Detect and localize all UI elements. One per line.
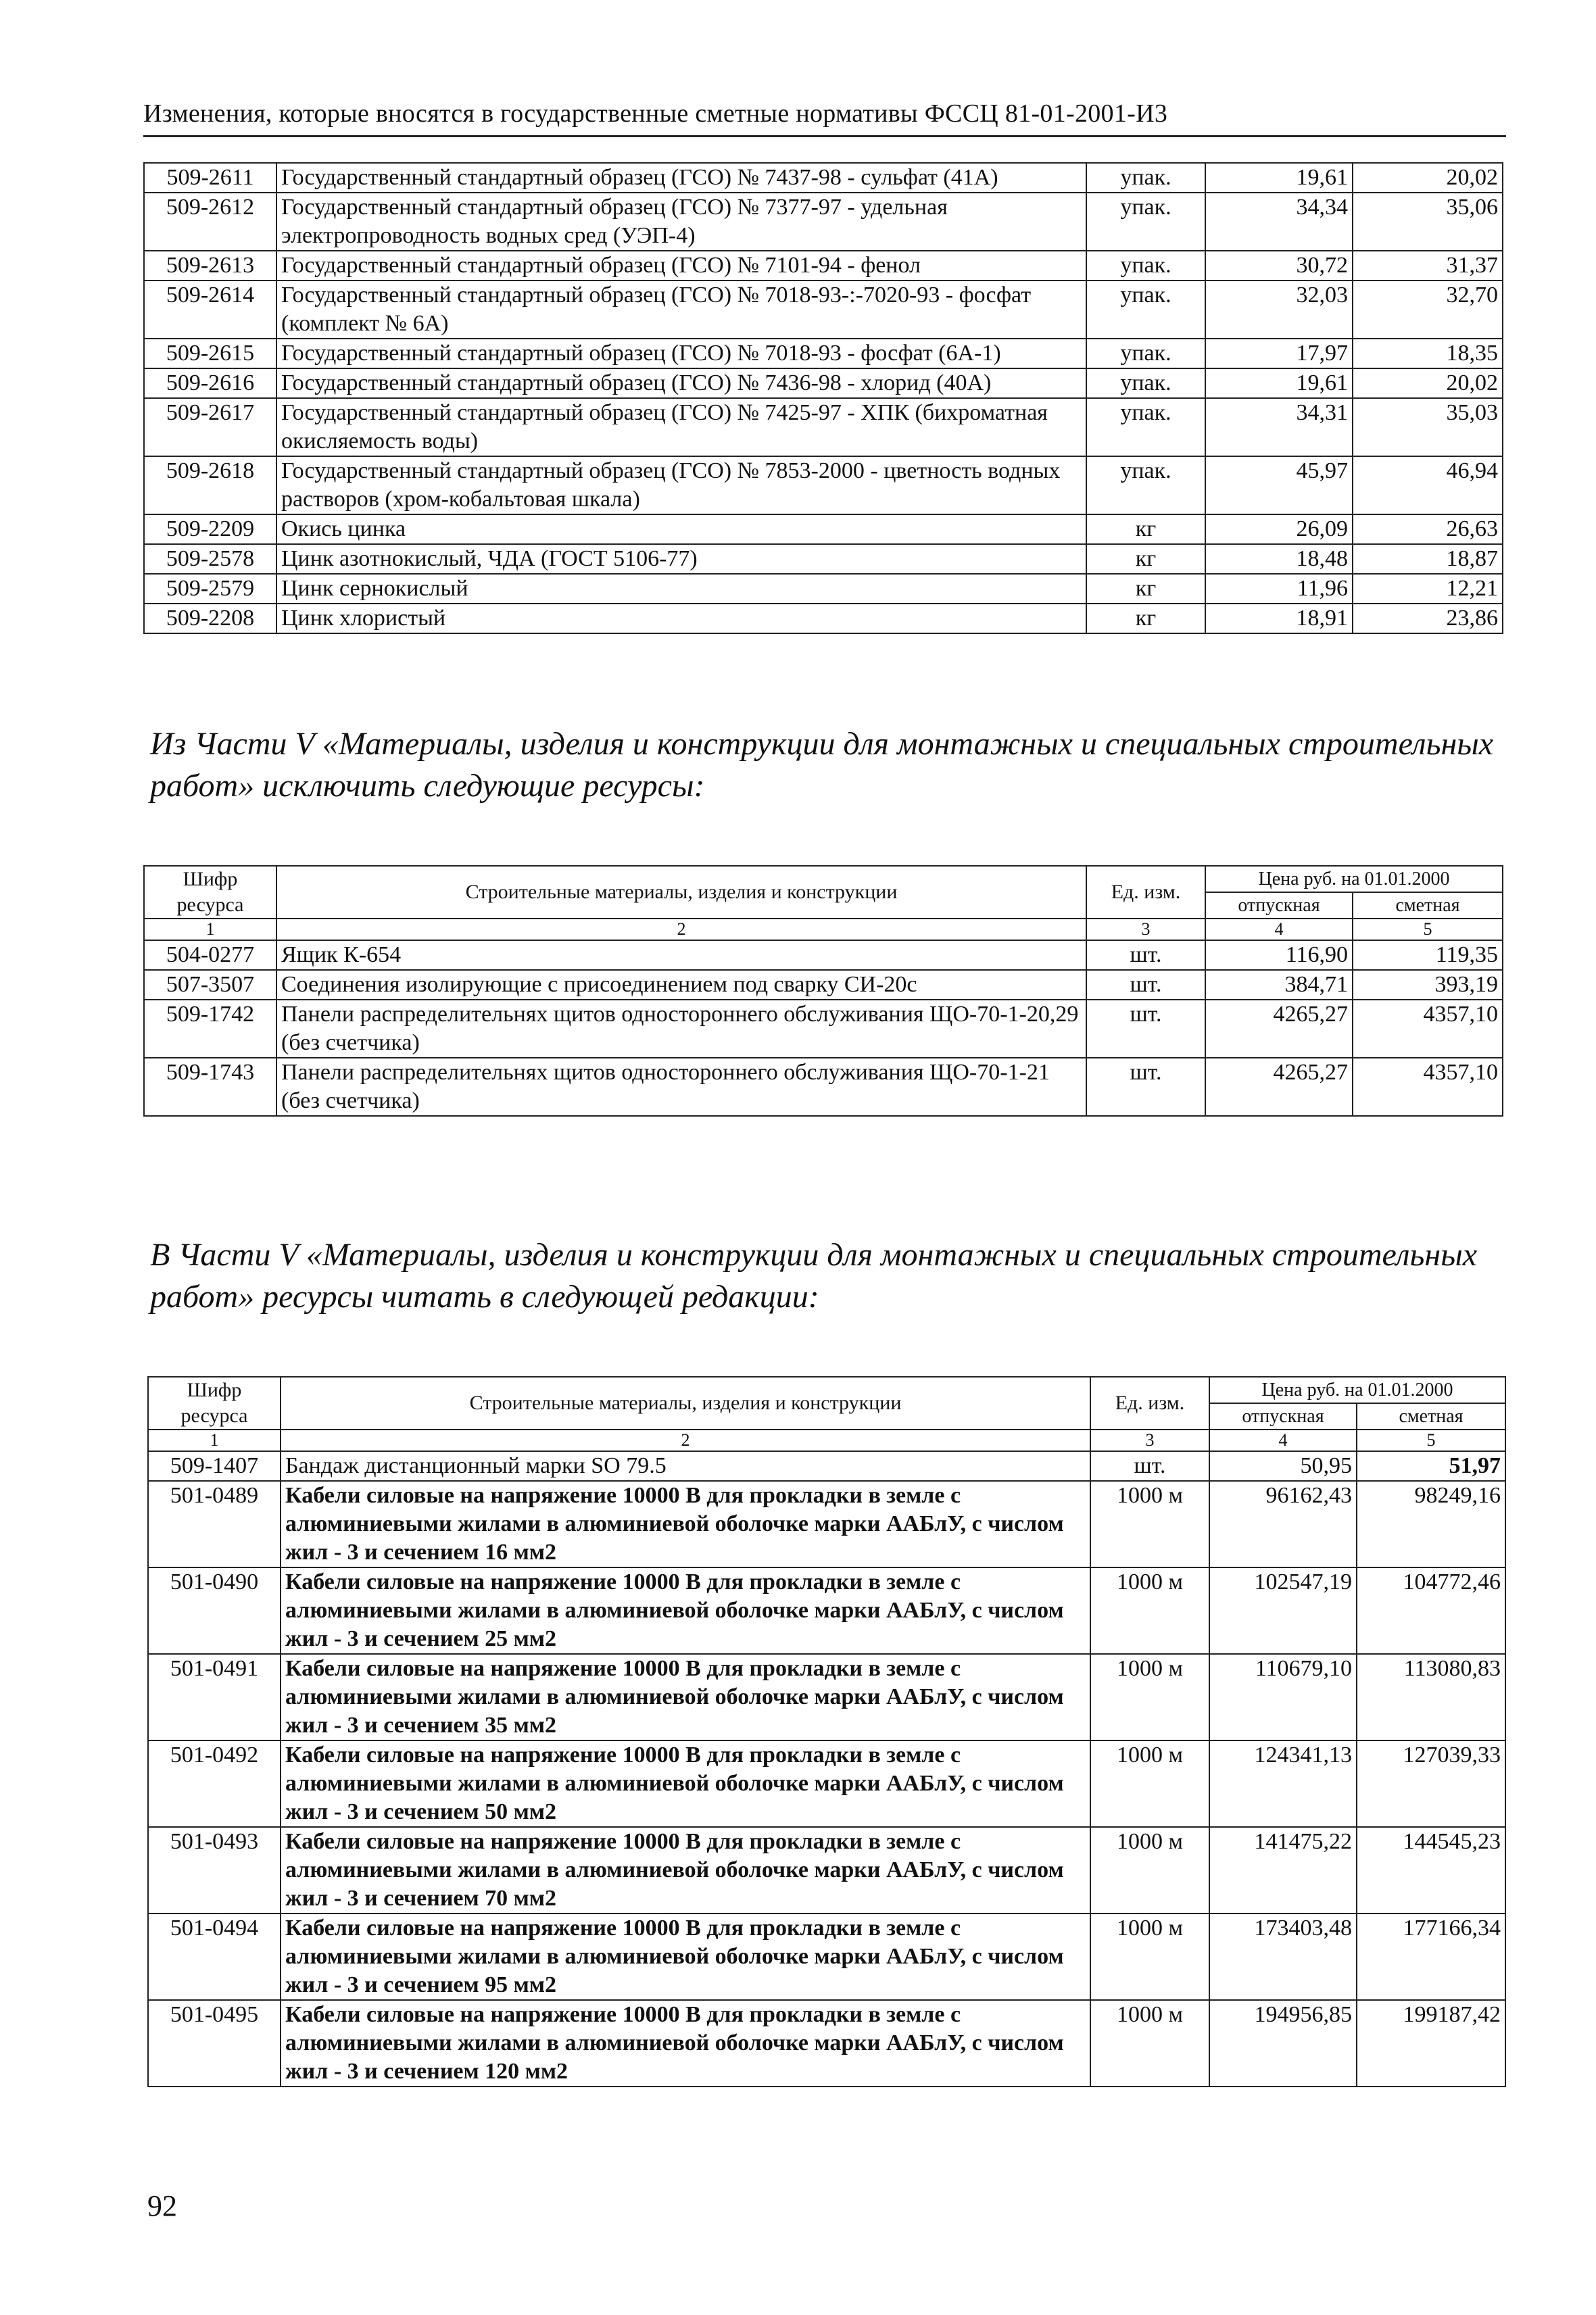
resource-code: 509-2617 (144, 398, 276, 456)
table-row (144, 339, 1503, 368)
col-index: 4 (1205, 919, 1353, 940)
resource-code: 509-1742 (144, 1000, 276, 1058)
price-estimate: 32,70 (1353, 281, 1503, 339)
resource-code: 501-0491 (148, 1654, 281, 1740)
resources-table-1 (143, 162, 1503, 634)
col-index: 3 (1090, 1430, 1209, 1451)
price-estimate: 4357,10 (1353, 1000, 1503, 1058)
price-wholesale: 50,95 (1209, 1451, 1357, 1481)
table-row (144, 1058, 1503, 1116)
resource-code: 509-1407 (148, 1451, 281, 1481)
resource-name: Ящик К-654 (276, 940, 1086, 970)
price-estimate: 18,35 (1353, 339, 1503, 368)
col-price1-header: отпускная (1209, 1403, 1357, 1430)
price-estimate: 31,37 (1353, 251, 1503, 281)
price-wholesale: 4265,27 (1205, 1058, 1353, 1116)
table-row (148, 1654, 1505, 1740)
price-estimate: 393,19 (1353, 970, 1503, 1000)
resource-unit: шт. (1090, 1451, 1209, 1481)
resource-code: 501-0494 (148, 1914, 281, 2000)
col-price1-header: отпускная (1205, 892, 1353, 919)
resource-code: 507-3507 (144, 970, 276, 1000)
resource-unit: упак. (1086, 251, 1205, 281)
resource-name: Государственный стандартный образец (ГСО) № 7018-93-:-7020-93 - фосфат (комплект № 6А) (276, 281, 1086, 339)
table-row (148, 1740, 1505, 1827)
price-estimate: 4357,10 (1353, 1058, 1503, 1116)
price-estimate: 26,63 (1353, 514, 1503, 544)
resource-name: Панели распределительнях щитов одностороннего обслуживания ЩО-70-1-20,29 (без счетчика) (276, 1000, 1086, 1058)
resource-code: 509-2209 (144, 514, 276, 544)
table-row (148, 1481, 1505, 1567)
price-wholesale: 4265,27 (1205, 1000, 1353, 1058)
col-name-header: Строительные материалы, изделия и конструкции (276, 866, 1086, 919)
resource-unit: кг (1086, 544, 1205, 574)
table-row (148, 1914, 1505, 2000)
table-row (144, 281, 1503, 339)
resource-unit: упак. (1086, 163, 1205, 193)
price-wholesale: 18,91 (1205, 604, 1353, 633)
resource-name: Окись цинка (276, 514, 1086, 544)
resource-name: Панели распределительнях щитов одностороннего обслуживания ЩО-70-1-21 (без счетчика) (276, 1058, 1086, 1116)
resource-code: 504-0277 (144, 940, 276, 970)
resources-table-2 (143, 865, 1503, 1117)
section-title-revise: В Части V «Материалы, изделия и конструкции для монтажных и специальных строительных работ» ресурсы читать в следующей редакции: (150, 1237, 1478, 1315)
resource-unit: шт. (1086, 1000, 1205, 1058)
table-row (148, 2000, 1505, 2087)
resources-table-1-body (144, 163, 1503, 633)
col-name-header: Строительные материалы, изделия и конструкции (281, 1377, 1090, 1430)
resource-code: 509-1743 (144, 1058, 276, 1116)
resource-unit: упак. (1086, 193, 1205, 251)
col-price-header: Цена руб. на 01.01.2000 (1205, 866, 1503, 892)
table-3-header (148, 1377, 1505, 1451)
col-unit-header: Ед. изм. (1086, 866, 1205, 919)
col-price2-header: сметная (1357, 1403, 1505, 1430)
price-estimate: 18,87 (1353, 544, 1503, 574)
resource-name: Кабели силовые на напряжение 10000 В для прокладки в земле с алюминиевыми жилами в алюминиевой оболочке марки ААБлУ, с числом жил - 3 и сечением 50 мм2 (281, 1740, 1090, 1827)
resource-unit: шт. (1086, 970, 1205, 1000)
resource-unit: 1000 м (1090, 2000, 1209, 2087)
resource-code: 509-2618 (144, 456, 276, 514)
resource-code: 501-0490 (148, 1567, 281, 1654)
resource-name: Государственный стандартный образец (ГСО) № 7425-97 - ХПК (бихроматная окисляемость воды) (276, 398, 1086, 456)
resource-name: Кабели силовые на напряжение 10000 В для прокладки в земле с алюминиевыми жилами в алюминиевой оболочке марки ААБлУ, с числом жил - 3 и сечением 120 мм2 (281, 2000, 1090, 2087)
resource-unit: шт. (1086, 1058, 1205, 1116)
resource-code: 501-0493 (148, 1827, 281, 1914)
running-header: Изменения, которые вносятся в государственные сметные нормативы ФССЦ 81-01-2001-И3 (143, 99, 1506, 137)
col-price2-header: сметная (1353, 892, 1503, 919)
price-wholesale: 32,03 (1205, 281, 1353, 339)
price-wholesale: 30,72 (1205, 251, 1353, 281)
section-title-exclude: Из Части V «Материалы, изделия и конструкции для монтажных и специальных строительных работ» исключить следующие ресурсы: (150, 726, 1494, 804)
resource-name: Государственный стандартный образец (ГСО) № 7437-98 - сульфат (41А) (276, 163, 1086, 193)
resource-name: Кабели силовые на напряжение 10000 В для прокладки в земле с алюминиевыми жилами в алюминиевой оболочке марки ААБлУ, с числом жил - 3 и сечением 16 мм2 (281, 1481, 1090, 1567)
price-estimate: 35,03 (1353, 398, 1503, 456)
price-estimate: 113080,83 (1357, 1654, 1505, 1740)
col-index: 1 (144, 919, 276, 940)
resource-unit: кг (1086, 514, 1205, 544)
table-row (148, 1827, 1505, 1914)
resources-table-3 (147, 1376, 1506, 2087)
resource-code: 501-0492 (148, 1740, 281, 1827)
resource-unit: упак. (1086, 398, 1205, 456)
price-estimate: 144545,23 (1357, 1827, 1505, 1914)
price-wholesale: 19,61 (1205, 163, 1353, 193)
price-wholesale: 173403,48 (1209, 1914, 1357, 2000)
price-estimate: 35,06 (1353, 193, 1503, 251)
price-wholesale: 11,96 (1205, 574, 1353, 604)
price-wholesale: 19,61 (1205, 368, 1353, 398)
resource-unit: кг (1086, 574, 1205, 604)
price-wholesale: 18,48 (1205, 544, 1353, 574)
price-estimate: 199187,42 (1357, 2000, 1505, 2087)
resource-name: Государственный стандартный образец (ГСО) № 7377-97 - удельная электропроводность водных сред (УЭП-4) (276, 193, 1086, 251)
price-estimate: 46,94 (1353, 456, 1503, 514)
table-row (144, 1000, 1503, 1058)
col-index: 2 (281, 1430, 1090, 1451)
resource-code: 509-2578 (144, 544, 276, 574)
col-index: 5 (1357, 1430, 1505, 1451)
resource-unit: 1000 м (1090, 1481, 1209, 1567)
price-estimate: 23,86 (1353, 604, 1503, 633)
table-row (144, 193, 1503, 251)
price-estimate: 177166,34 (1357, 1914, 1505, 2000)
resource-name: Бандаж дистанционный марки SO 79.5 (281, 1451, 1090, 1481)
col-index: 2 (276, 919, 1086, 940)
price-estimate: 104772,46 (1357, 1567, 1505, 1654)
price-wholesale: 384,71 (1205, 970, 1353, 1000)
table-row (144, 398, 1503, 456)
resource-code: 501-0495 (148, 2000, 281, 2087)
col-index: 1 (148, 1430, 281, 1451)
table-row (144, 514, 1503, 544)
col-index: 4 (1209, 1430, 1357, 1451)
col-code-header: Шифр ресурса (144, 866, 276, 919)
table-row (148, 1567, 1505, 1654)
resource-code: 501-0489 (148, 1481, 281, 1567)
price-wholesale: 110679,10 (1209, 1654, 1357, 1740)
resource-name: Цинк азотнокислый, ЧДА (ГОСТ 5106-77) (276, 544, 1086, 574)
resource-unit: упак. (1086, 456, 1205, 514)
resource-name: Кабели силовые на напряжение 10000 В для прокладки в земле с алюминиевыми жилами в алюминиевой оболочке марки ААБлУ, с числом жил - 3 и сечением 35 мм2 (281, 1654, 1090, 1740)
resource-unit: 1000 м (1090, 1567, 1209, 1654)
price-estimate: 119,35 (1353, 940, 1503, 970)
table-row (148, 1451, 1505, 1481)
col-unit-header: Ед. изм. (1090, 1377, 1209, 1430)
resource-code: 509-2208 (144, 604, 276, 633)
resource-name: Соединения изолирующие с присоединением под сварку СИ-20с (276, 970, 1086, 1000)
price-estimate: 98249,16 (1357, 1481, 1505, 1567)
col-index: 3 (1086, 919, 1205, 940)
col-code-header: Шифр ресурса (148, 1377, 281, 1430)
table-row (144, 368, 1503, 398)
resource-code: 509-2579 (144, 574, 276, 604)
resource-name: Государственный стандартный образец (ГСО) № 7018-93 - фосфат (6А-1) (276, 339, 1086, 368)
price-estimate: 51,97 (1357, 1451, 1505, 1481)
resource-name: Кабели силовые на напряжение 10000 В для прокладки в земле с алюминиевыми жилами в алюминиевой оболочке марки ААБлУ, с числом жил - 3 и сечением 25 мм2 (281, 1567, 1090, 1654)
price-estimate: 127039,33 (1357, 1740, 1505, 1827)
resource-name: Цинк хлористый (276, 604, 1086, 633)
resource-code: 509-2612 (144, 193, 276, 251)
table-2-header (144, 866, 1503, 940)
price-wholesale: 102547,19 (1209, 1567, 1357, 1654)
table-row (144, 970, 1503, 1000)
resource-unit: 1000 м (1090, 1740, 1209, 1827)
price-estimate: 20,02 (1353, 368, 1503, 398)
price-estimate: 12,21 (1353, 574, 1503, 604)
table-row (144, 456, 1503, 514)
price-wholesale: 116,90 (1205, 940, 1353, 970)
resource-unit: 1000 м (1090, 1914, 1209, 2000)
resources-table-3-body (148, 1451, 1505, 2087)
resource-name: Цинк сернокислый (276, 574, 1086, 604)
resource-unit: 1000 м (1090, 1654, 1209, 1740)
resource-unit: упак. (1086, 368, 1205, 398)
resource-name: Кабели силовые на напряжение 10000 В для прокладки в земле с алюминиевыми жилами в алюминиевой оболочке марки ААБлУ, с числом жил - 3 и сечением 95 мм2 (281, 1914, 1090, 2000)
resource-unit: шт. (1086, 940, 1205, 970)
table-row (144, 251, 1503, 281)
price-wholesale: 124341,13 (1209, 1740, 1357, 1827)
page-number: 92 (147, 2189, 177, 2222)
table-row (144, 544, 1503, 574)
resource-name: Государственный стандартный образец (ГСО) № 7436-98 - хлорид (40А) (276, 368, 1086, 398)
col-price-header: Цена руб. на 01.01.2000 (1209, 1377, 1505, 1403)
price-wholesale: 34,34 (1205, 193, 1353, 251)
resource-code: 509-2614 (144, 281, 276, 339)
price-wholesale: 26,09 (1205, 514, 1353, 544)
price-wholesale: 194956,85 (1209, 2000, 1357, 2087)
resource-code: 509-2613 (144, 251, 276, 281)
resource-unit: упак. (1086, 339, 1205, 368)
price-estimate: 20,02 (1353, 163, 1503, 193)
resource-unit: кг (1086, 604, 1205, 633)
resource-name: Кабели силовые на напряжение 10000 В для прокладки в земле с алюминиевыми жилами в алюминиевой оболочке марки ААБлУ, с числом жил - 3 и сечением 70 мм2 (281, 1827, 1090, 1914)
resource-name: Государственный стандартный образец (ГСО) № 7853-2000 - цветность водных растворов (хром-кобальтовая шкала) (276, 456, 1086, 514)
price-wholesale: 17,97 (1205, 339, 1353, 368)
table-row (144, 940, 1503, 970)
price-wholesale: 45,97 (1205, 456, 1353, 514)
price-wholesale: 96162,43 (1209, 1481, 1357, 1567)
resource-code: 509-2616 (144, 368, 276, 398)
price-wholesale: 141475,22 (1209, 1827, 1357, 1914)
resource-unit: упак. (1086, 281, 1205, 339)
table-row (144, 574, 1503, 604)
resource-unit: 1000 м (1090, 1827, 1209, 1914)
resource-code: 509-2611 (144, 163, 276, 193)
resource-name: Государственный стандартный образец (ГСО) № 7101-94 - фенол (276, 251, 1086, 281)
table-row (144, 604, 1503, 633)
table-row (144, 163, 1503, 193)
resources-table-2-body (144, 940, 1503, 1116)
resource-code: 509-2615 (144, 339, 276, 368)
col-index: 5 (1353, 919, 1503, 940)
price-wholesale: 34,31 (1205, 398, 1353, 456)
